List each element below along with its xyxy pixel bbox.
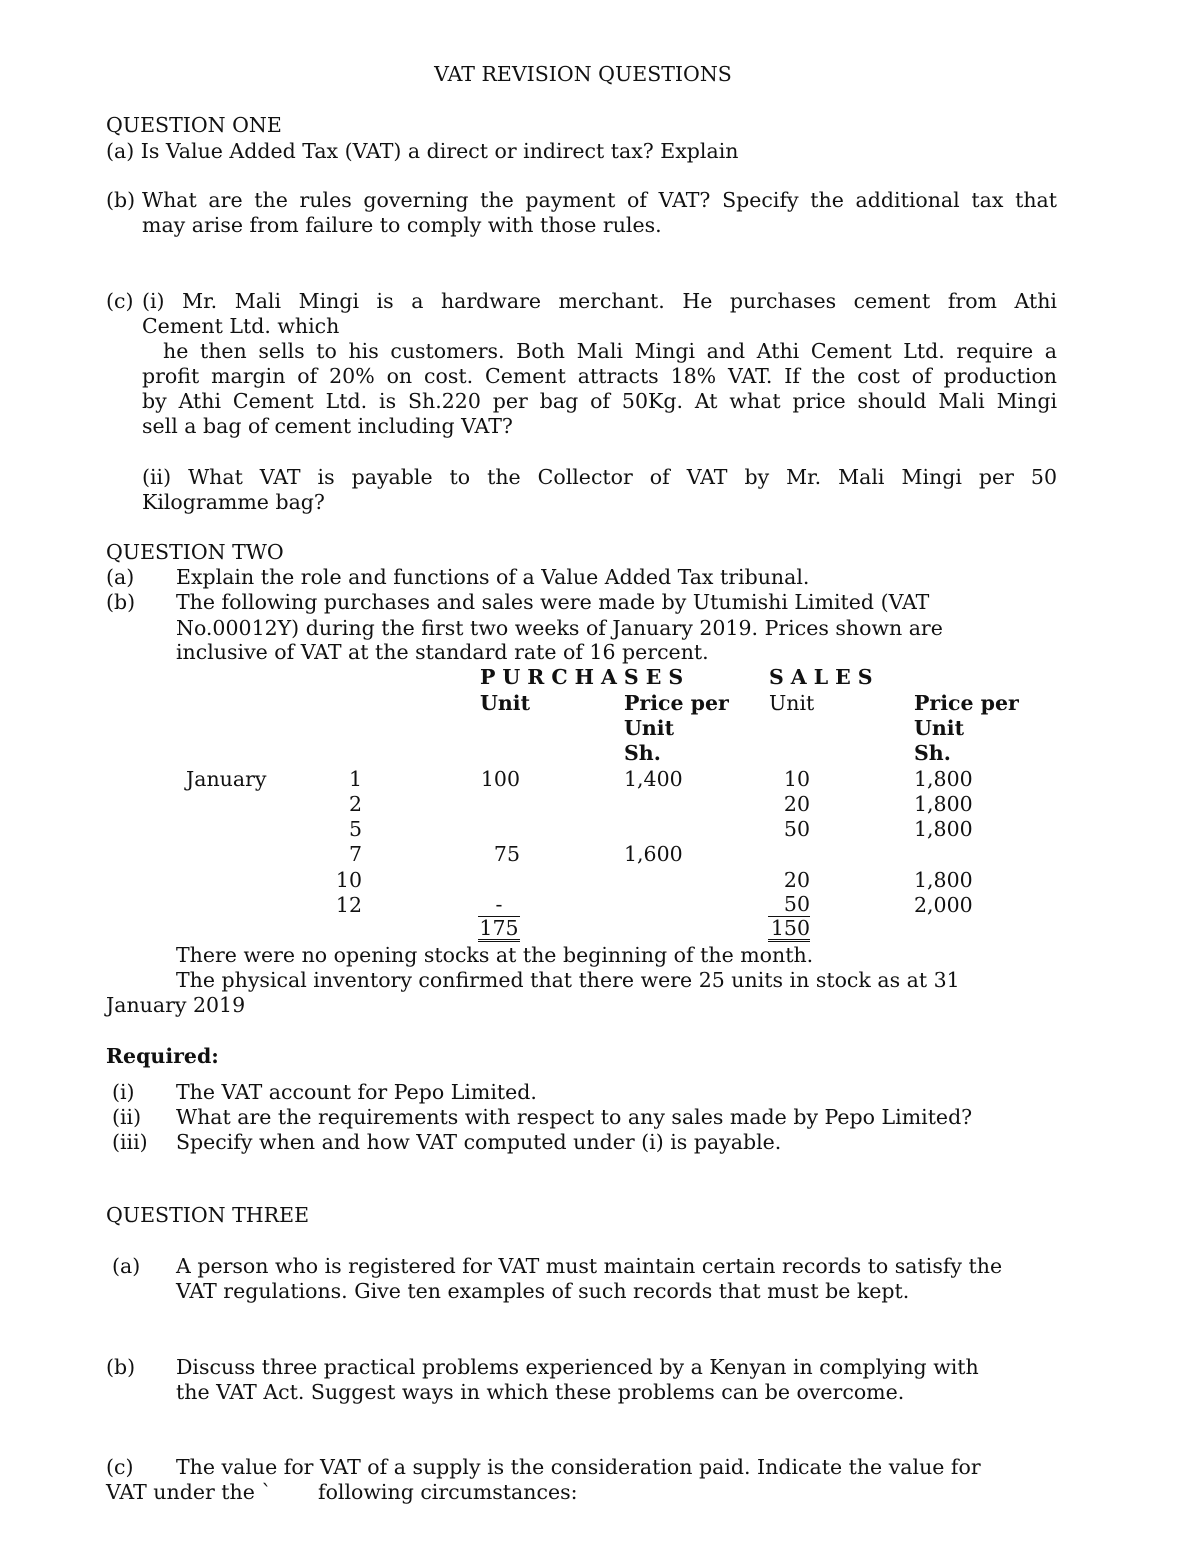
q3-part-b-line: the VAT Act. Suggest ways in which these problems can be overcome. — [176, 1380, 905, 1404]
q2-note: There were no opening stocks at the beginning of the month. — [176, 943, 814, 967]
q3-part-a-label: (a) — [112, 1254, 141, 1278]
q1-part-c-line: by Athi Cement Ltd. is Sh.220 per bag of 50Kg. At what price should Mali Mingi — [142, 389, 1057, 413]
q1-part-b-line: What are the rules governing the payment of VAT? Specify the additional tax that — [142, 188, 1057, 212]
table-purchase-price: 1,400 — [624, 767, 683, 791]
purchases-price-header: Price per — [624, 691, 729, 715]
table-day: 5 — [348, 817, 362, 841]
required-item-text: The VAT account for Pepo Limited. — [176, 1080, 537, 1104]
table-sales-units: 10 — [783, 767, 810, 791]
required-item-label: (iii) — [112, 1130, 148, 1154]
q3-part-c-line: VAT under the ` — [106, 1480, 272, 1504]
q3-part-a-line: VAT regulations. Give ten examples of such records that must be kept. — [176, 1279, 910, 1303]
table-day: 7 — [348, 842, 362, 866]
required-item-text: What are the requirements with respect to any sales made by Pepo Limited? — [176, 1105, 973, 1129]
q2-note: The physical inventory confirmed that there were 25 units in stock as at 31 — [176, 968, 960, 992]
q1-part-c-line: profit margin of 20% on cost. Cement attracts 18% VAT. If the cost of production — [142, 364, 1057, 388]
table-sales-price: 2,000 — [914, 893, 973, 917]
table-sales-price: 1,800 — [914, 792, 973, 816]
q2-part-b-label: (b) — [106, 590, 136, 614]
q2-part-a-text: Explain the role and functions of a Value Added Tax tribunal. — [176, 565, 810, 589]
table-day: 10 — [335, 868, 362, 892]
q3-part-b-line: Discuss three practical problems experienced by a Kenyan in complying with — [176, 1355, 979, 1379]
purchases-header: PURCHASES — [480, 665, 691, 689]
required-heading: Required: — [106, 1044, 219, 1068]
q1-part-a: (a) Is Value Added Tax (VAT) a direct or indirect tax? Explain — [106, 139, 739, 163]
q3-part-b-label: (b) — [106, 1355, 136, 1379]
sales-price-header: Sh. — [914, 741, 951, 765]
q1-part-c-label: (c) — [106, 289, 134, 313]
table-sales-units: 20 — [783, 792, 810, 816]
q2-part-b-line: The following purchases and sales were made by Utumishi Limited (VAT — [176, 590, 930, 614]
question-three-heading: QUESTION THREE — [106, 1203, 310, 1227]
q2-note: January 2019 — [106, 993, 246, 1017]
table-purchase-units: 75 — [493, 842, 520, 866]
document-title: VAT REVISION QUESTIONS — [434, 62, 732, 86]
sales-unit-header: Unit — [769, 691, 815, 715]
q1-part-b-label: (b) — [106, 188, 136, 212]
sales-price-header: Unit — [914, 716, 965, 740]
table-day: 2 — [348, 792, 362, 816]
table-sales-price: 1,800 — [914, 868, 973, 892]
table-purchase-price: 1,600 — [624, 842, 683, 866]
q1-part-c-line: (i) Mr. Mali Mingi is a hardware merchant. He purchases cement from Athi — [142, 289, 1057, 313]
purchases-price-header: Sh. — [624, 741, 661, 765]
table-sales-price: 1,800 — [914, 767, 973, 791]
q2-part-b-line: inclusive of VAT at the standard rate of 16 percent. — [176, 640, 709, 664]
table-purchase-total: 175 — [479, 916, 519, 940]
table-sales-price: 1,800 — [914, 817, 973, 841]
required-item-label: (ii) — [112, 1105, 142, 1129]
sales-price-header: Price per — [914, 691, 1019, 715]
purchases-price-header: Unit — [624, 716, 675, 740]
table-purchase-units: - — [478, 893, 520, 917]
q2-part-b-line: No.00012Y) during the first two weeks of January 2019. Prices shown are — [176, 616, 943, 640]
table-sales-total: 150 — [768, 917, 810, 942]
table-day: 1 — [348, 767, 362, 791]
q1-part-b-line: may arise from failure to comply with those rules. — [142, 213, 662, 237]
required-item-text: Specify when and how VAT computed under (i) is payable. — [176, 1130, 782, 1154]
q2-part-a-label: (a) — [106, 565, 135, 589]
q1-part-c-line: sell a bag of cement including VAT? — [142, 414, 513, 438]
table-month: January — [186, 767, 267, 791]
question-two-heading: QUESTION TWO — [106, 540, 284, 564]
q1-part-c-ii-line: (ii) What VAT is payable to the Collector of VAT by Mr. Mali Mingi per 50 — [142, 465, 1057, 489]
required-item-label: (i) — [112, 1080, 135, 1104]
q3-part-a-line: A person who is registered for VAT must maintain certain records to satisfy the — [176, 1254, 1003, 1278]
q1-part-c-line: he then sells to his customers. Both Mali Mingi and Athi Cement Ltd. require a — [163, 339, 1057, 363]
question-one-heading: QUESTION ONE — [106, 113, 282, 137]
q3-part-c-line: following circumstances: — [318, 1480, 578, 1504]
q1-part-c-line: Cement Ltd. which — [142, 314, 340, 338]
table-sales-units: 20 — [783, 868, 810, 892]
table-day: 12 — [335, 893, 362, 917]
q3-part-c-line: The value for VAT of a supply is the consideration paid. Indicate the value for — [176, 1455, 981, 1479]
table-purchase-units: 100 — [480, 767, 520, 791]
table-sales-units: 50 — [783, 817, 810, 841]
sales-header: SALES — [769, 665, 880, 689]
q1-part-c-ii-line: Kilogramme bag? — [142, 490, 325, 514]
table-sales-units: 50 — [768, 893, 810, 917]
purchases-unit-header: Unit — [480, 691, 531, 715]
q3-part-c-label: (c) — [106, 1455, 134, 1479]
